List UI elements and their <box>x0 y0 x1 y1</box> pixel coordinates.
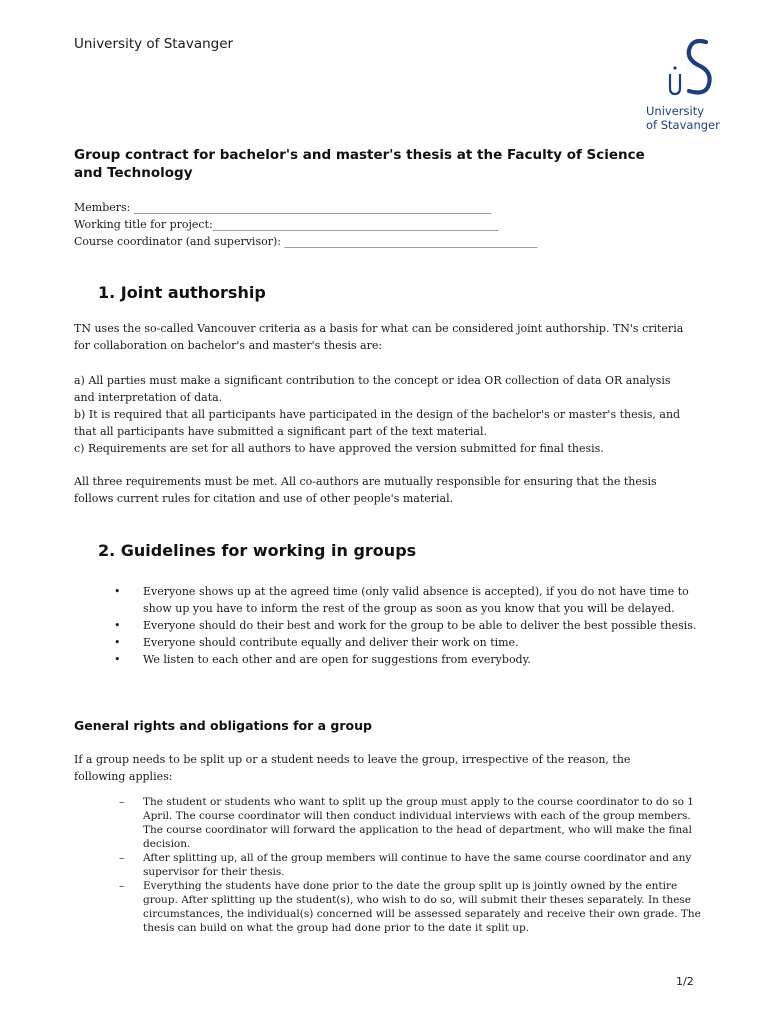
section-heading-joint-authorship: 1. Joint authorship <box>98 283 266 302</box>
list-item-text: We listen to each other and are open for suggestions from everybody. <box>143 653 531 666</box>
list-item-text: Everyone should contribute equally and deliver their work on time. <box>143 636 519 649</box>
guidelines-list <box>114 583 704 668</box>
page-number: 1/2 <box>676 975 694 988</box>
criteria-list <box>74 372 694 457</box>
dash-icon: – <box>119 880 125 892</box>
criterion-b: b) It is required that all participants have participated in the design of the bachelor's or master's thesis, and that all participants have submitted a significant part of the text material. <box>74 408 681 438</box>
criterion-a: a) All parties must make a significant contribution to the concept or idea OR collection of data OR analysis and interpretation of data. <box>74 374 671 404</box>
list-item <box>114 583 704 617</box>
institution-name: University of Stavanger <box>74 36 234 52</box>
subsection-heading: General rights and obligations for a group <box>74 718 372 733</box>
rules-list <box>114 795 704 935</box>
members-field: Members: _________________________________________________________________ <box>74 201 492 214</box>
logo-text-stavanger: of Stavanger <box>646 118 720 132</box>
logo-text-university: University <box>646 104 705 118</box>
bullet-icon: • <box>114 653 121 666</box>
bullet-icon: • <box>114 585 121 598</box>
paragraph-intro: TN uses the so-called Vancouver criteria as a basis for what can be considered joint authorship. TN's criteria for collaboration on bachelor's and master's thesis are: <box>74 322 684 352</box>
list-item-text: Everyone should do their best and work for the group to be able to deliver the best possible thesis. <box>143 619 697 632</box>
list-item <box>114 851 704 879</box>
dash-icon: – <box>119 796 125 808</box>
list-item-text: The student or students who want to split up the group must apply to the course coordinator to do so 1 April. The course coordinator will then conduct individual interviews with each of the group members. The course coordinator will forward the application to the head of department, who will make the final decision. <box>143 796 694 850</box>
university-logo <box>640 36 736 136</box>
course-coordinator-field: Course coordinator (and supervisor): ______________________________________________ <box>74 235 538 248</box>
document-title: Group contract for bachelor's and master's thesis at the Faculty of Science and Technology <box>74 147 645 181</box>
paragraph-requirements: All three requirements must be met. All co-authors are mutually responsible for ensuring that the thesis follows current rules for citation and use of other people's material. <box>74 475 657 505</box>
bullet-icon: • <box>114 636 121 649</box>
uis-logo-icon <box>662 36 722 96</box>
list-item-text: After splitting up, all of the group members will continue to have the same course coordinator and any supervisor for their thesis. <box>143 852 692 878</box>
form-fields <box>74 199 714 250</box>
criterion-c: c) Requirements are set for all authors to have approved the version submitted for final thesis. <box>74 442 604 455</box>
list-item-text: Everything the students have done prior to the date the group split up is jointly owned by the entire group. After splitting up the student(s), who wish to do so, will submit their theses separately. In these circumstances, the individual(s) concerned will be assessed separately and receive their own grade. The thesis can build on what the group had done prior to the date it split up. <box>143 880 701 934</box>
list-item <box>114 795 704 851</box>
bullet-icon: • <box>114 619 121 632</box>
subsection-intro: If a group needs to be split up or a student needs to leave the group, irrespective of the reason, the following applies: <box>74 753 631 783</box>
section-heading-guidelines: 2. Guidelines for working in groups <box>98 541 417 560</box>
list-item <box>114 879 704 935</box>
list-item <box>114 617 704 634</box>
list-item <box>114 634 704 651</box>
list-item <box>114 651 704 668</box>
list-item-text: Everyone shows up at the agreed time (only valid absence is accepted), if you do not have time to show up you have to inform the rest of the group as soon as you know that you will be delayed. <box>143 585 689 615</box>
working-title-field: Working title for project:____________________________________________________ <box>74 218 499 231</box>
dash-icon: – <box>119 852 125 864</box>
